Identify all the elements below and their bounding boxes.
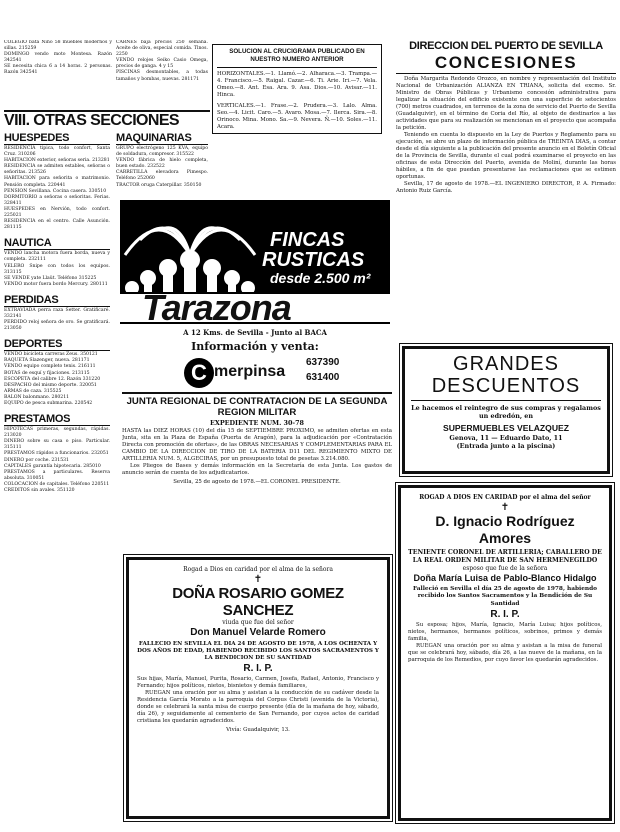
descuentos-ad: [402, 346, 610, 474]
prestamos-heading: PRESTAMOS: [4, 413, 110, 426]
puerto-body-2: Teniendo en cuenta lo dispuesto en la Ley de Puertos y Reglamento para su ejecución, se abre un plazo de información pública de TREINTA DIAS, a contar desde el día siguiente a la publicación del presente anuncio en el Boletín Oficial de la Provincia de Sevilla, durante el cual podrá examinarse el proyecto en las oficinas de esta Dirección del Puerto, avenida de Moliní, durante las horas hábiles, a fin de que puedan presentarse las reclamaciones que se estimen oportunas.: [396, 132, 616, 180]
obituary-husband: Don Manuel Velarde Romero: [190, 627, 326, 638]
phone-1: 637390: [306, 357, 340, 368]
descuentos-store: SUPERMUEBLES VELAZQUEZ: [442, 423, 570, 433]
classified-ad: HUESPEDES en Nervión, todo confort. 225021: [4, 206, 110, 219]
puerto-body: Doña Margarita Redondo Orozco, en nombre y representación del Instituto Nacional de Urbanización ALIANZA EN TRIANA, solicita del excmo. Sr. Ministro de Obras Públicas y Urbanismo concesión administrativa para legalizar la situación del edificio existente con una superficie de setecientos (700) metros cuadrados, en terrenos de la zona de servicio del Puerto de Sevilla (Guadalquivir), en el término de Coria del Río, al objeto de destinarlos a las actividades que para su realización se mencionan en el proyecto que acompaña la petición.: [396, 76, 616, 131]
classified-ad: RAQUETA Slazenger, nueva. 281171: [4, 358, 90, 364]
deportes-heading: DEPORTES: [4, 338, 110, 351]
classified-ad: PRESTAMOS a particulares. Reserva absoluta. 310051: [4, 469, 110, 481]
junta-body-2: Los Pliegos de Bases y demás información en la Secretaría de esta Junta. Los gastos de anuncio serán de cuenta de los adjudicatarios.: [122, 463, 392, 476]
fincas-ad: [120, 200, 390, 390]
phone-2: 631400: [306, 372, 340, 383]
fincas-size: desde 2.500 m²: [270, 270, 371, 286]
junta-expediente: EXPEDIENTE NUM. 30-78: [210, 419, 304, 427]
descuentos-subtitle: Le hacemos el reintegro de sus compras y regalamos un edredón, en: [411, 404, 601, 420]
classified-ad: VELERO Snipe con todos los equipos. 313115: [4, 263, 110, 275]
classified-ad: VENDO equipo completo tenis. 216111: [4, 364, 96, 370]
obituary-family: Su esposa; hijos, María, Ignacio, María Luisa; hijos políticos, nietos, hermanos, hermanos políticos, sobrinos, primos y demás familia,: [408, 622, 602, 643]
classified-ad: HABITACION para señorita o matrimonio. Pensión completa. 220441: [4, 176, 110, 188]
descuentos-note: (Entrada junto a la piscina): [456, 442, 556, 450]
tarazona-band: [120, 287, 390, 328]
classified-ad: VENDO fábrica de hielo completa, buen estado. 232522: [116, 158, 208, 170]
classified-ad: DINERO por coche. 231531: [4, 457, 69, 463]
classified-ad: VENDO bicicleta carreras Zeus. 350121: [4, 352, 98, 358]
classified-ad: CAPITALES garantía hipotecaria. 285010: [4, 463, 101, 469]
obituary-name-2: Amores: [478, 530, 532, 546]
maquinarias-heading: MAQUINARIAS: [116, 132, 208, 145]
merpinsa-logo-letter: C: [191, 360, 207, 385]
classified-ad: BALON balonmano. 280211: [4, 394, 70, 400]
classified-ad: BOTAS de esquí y fijaciones. 213115: [4, 370, 90, 376]
obituary-died: Falleció en Sevilla el día 25 de agosto de 1978, habiendo recibido los Santos Sacramentos y la Bendición de Su Santidad: [412, 586, 598, 607]
huespedes-heading: HUESPEDES: [4, 132, 110, 145]
junta-title: JUNTA REGIONAL DE CONTRATACION DE LA SEGUNDA REGION MILITAR: [126, 396, 388, 418]
maquinarias-column: [116, 130, 208, 200]
classified-ad: VENDO relojes Seiko Casio Omega, precios de ganga. 4 y 15: [116, 58, 208, 70]
obituary-rodriguez-amores: [398, 485, 612, 821]
puerto-subtitle: CONCESIONES: [434, 53, 578, 72]
junta-body: HASTA las DIEZ HORAS (10) del día 15 de SEPTIEMBRE PROXIMO, se admiten ofertas en esta Junta, sita en la Plaza de España (Puerta de Aragón), para la adjudicación por «Contratación Directa con promoción de ofertas», de las OBRAS NECESARIAS Y COMPLEMENTARIAS PARA EL CAMBIO DE LA DIRECCION DE TIRO DE LA BATERIA D11 DEL REGIMIENTO MIXTO DE ARTILLERIA NUM. 5, ALGECIRAS, por un presupuesto total de pesetas 3.214.080.: [122, 428, 392, 462]
huespedes-column: [4, 130, 110, 820]
classified-ad: RESIDENCIA se admiten estables, señoras o señoritas. 213526: [4, 164, 110, 176]
classified-ad: CREDITOS sin avales. 351120: [4, 488, 75, 494]
classified-ad: GRUPO electrógeno 125 KVA, equipo de soldadura, compresor. 315522: [116, 146, 208, 158]
classified-ad: PISCINAS desmontables, a todas tamaños y bombas, nuevas. 281171: [116, 70, 208, 82]
classified-ad: SE necesita chica 6 a 14 horas. 2 personas. Razón 342541: [4, 64, 112, 76]
rusticas-word: RUSTICAS: [262, 249, 365, 271]
obituary-intro: Rogad a Dios en caridad por el alma de la señora: [183, 566, 333, 573]
obituary-esposo: esposo que fue de la señora: [462, 565, 548, 572]
cross-icon: ✝: [500, 502, 510, 513]
classified-ad: COLEGIO bata Nino 58 muebles modernos y sillas. 215259: [4, 40, 112, 52]
crossword-verticales: VERTICALES.—1. Frase.—2. Prudera.—3. Lalo. Alma. Seo.—4. Licit. Caro.—5. Avaro. Mosa.—7. Ilerca. Sira.—8. Orinoco. Mina. Mono. Sa.—9. Nevera. Ñ.—10. Soles.—11. Acara.: [217, 103, 377, 130]
mid-top-ads: [116, 40, 208, 108]
classified-ad: VENDO motor fuera bordo Mercury. 280111: [4, 281, 108, 287]
classified-ad: ESCOPETA del calibre 12. Razón 331220: [4, 376, 101, 382]
left-top-ads: [4, 40, 112, 77]
obituary-rip: R. I. P.: [243, 663, 273, 674]
fincas-info-title: Información y venta:: [191, 340, 319, 353]
merpinsa-name: merpinsa: [214, 363, 286, 380]
classified-ad: DORMITORIO a señoras o señoritas. Ferias. 328411: [4, 194, 110, 206]
obituary-ruegan: RUEGAN una oración por su alma y asistan a la conducción de su cadáver desde la Residencia García Morato a la parroquia del Corpus Christi (avenida de la Victoria), donde se celebrará la santa misa de cuerpo presente (día de la mañana de hoy, sábado, día 26), y seguidamente al cementerio de San Fernando, por cuyos actos de caridad cristiana les quedarán agradecidos.: [137, 690, 379, 724]
merpinsa-logo: [184, 358, 214, 388]
obituary-address: Vivía: Guadalquivir, 13.: [226, 727, 290, 733]
obituary-rank: TENIENTE CORONEL DE ARTILLERIA; CABALLERO DE LA REAL ORDEN MILITAR DE SAN HERMENEGILDO: [408, 549, 602, 564]
classified-ad: DESPACHO del mismo deporte. 320051: [4, 382, 97, 388]
obituary-name: DOÑA ROSARIO GOMEZ SANCHEZ: [172, 585, 344, 619]
classified-ad: EXTRAVIADA perra raza Setter. Gratificaré. 332141: [4, 307, 110, 319]
classified-ad: VENDO lancha motora fuera borda, nueva y completa. 232111: [4, 251, 110, 263]
obituary-ruegan: RUEGAN una oración por su alma y asistan a la misa de funeral que se celebrará hoy, sábado, día 26, a las nueve de la mañana, en la parroquia de los Remedios, por cuyo favor les quedarán agradecidos.: [408, 643, 602, 664]
section-title: VIII. OTRAS SECCIONES: [4, 112, 179, 129]
classified-ad: SE VENDE yate Llaüt. Teléfono 315225: [4, 275, 97, 281]
obituary-family: Sus hijas, María, Manuel, Purita, Rosario, Carmen, Josefa, Rafael, Antonio, Francisco y Fernando; hijos políticos, nietos, bisnietos y demás familiares,: [137, 676, 379, 689]
junta-notice: [122, 392, 392, 554]
perdidas-heading: PERDIDAS: [4, 294, 110, 307]
classified-ad: COLOCACION de capitales. Teléfono 220511: [4, 481, 110, 487]
classified-ad: PENSION Sevillana. Cocina casera. 330510: [4, 188, 107, 194]
puerto-notice: [396, 40, 616, 340]
nautica-heading: NAUTICA: [4, 237, 110, 250]
classified-ad: HABITACION exterior, señoras seria. 213281: [4, 158, 110, 164]
classified-ad: CARRETILLA elevadora Pimespo. Teléfono 252060: [116, 170, 208, 182]
section-header: [4, 110, 210, 130]
classified-ad: RESIDENCIA tipica, todo confort, Santa Cruz. 310206: [4, 146, 110, 158]
classified-ad: ARMAS de caza. 315525: [4, 388, 62, 394]
crossword-title: SOLUCION AL CRUCIGRAMA PUBLICADO EN NUESTRO NUMERO ANTERIOR: [229, 48, 365, 63]
obituary-name-1: D. Ignacio Rodríguez: [435, 513, 575, 529]
classified-ad: DINERO sobre su casa o piso. Particular. 315111: [4, 439, 110, 451]
obituary-viuda: viuda que fue del señor: [222, 619, 294, 626]
junta-signature: Sevilla, 25 de agosto de 1978.—EL CORONEL PRESIDENTE.: [173, 479, 341, 485]
classified-ad: PRESTAMOS rápidos a funcionarios. 232051: [4, 451, 109, 457]
obituary-wife: Doña María Luisa de Pablo-Blanco Hidalgo: [413, 573, 597, 583]
classified-ad: DOMINGO vendo moto Montesa. Razón 342541: [4, 52, 112, 64]
descuentos-title-2: DESCUENTOS: [431, 375, 581, 397]
fincas-location: A 12 Kms. de Sevilla - Junto al BACA: [183, 328, 327, 337]
classified-ad: EQUIPO de pesca submarina. 220542: [4, 401, 93, 406]
classified-ad: HIPOTECAS primeras, segundas, rápidas. 213020: [4, 427, 110, 439]
obituary-died: FALLECIO EN SEVILLA EL DIA 24 DE AGOSTO DE 1978, A LOS OCHENTA Y DOS AÑOS DE EDAD, HABIENDO RECIBIDO LOS SANTOS SACRAMENTOS Y LA BENDICION DE SU SANTIDAD: [137, 641, 379, 661]
fincas-word: FINCAS: [270, 229, 345, 251]
tarazona-brand: Tarazona: [142, 287, 291, 328]
obituary-intro: ROGAD A DIOS EN CARIDAD por el alma del señor: [419, 494, 591, 501]
descuentos-address: Genova, 11 — Eduardo Dato, 11: [449, 434, 563, 442]
cross-icon: ✝: [253, 574, 263, 585]
descuentos-title-1: GRANDES: [453, 353, 559, 375]
obituary-gomez-sanchez: [126, 557, 390, 819]
crossword-horizontales: HORIZONTALES.—1. Llamó.—2. Alharaca.—3. Trampa.—4. Francisco.—5. Raigal. Cazar.—6. Ti. Arie. Iri.—7. Vela. Omeo.—8. Ant. Esa. Ara. 9. Asa. Dios.—10. Avisar.—11. Hinca.: [217, 71, 377, 98]
classified-ad: CARNES baja precios 250 semana. Aceite de oliva, especial comida. Tlnos. 2250: [116, 40, 208, 58]
crossword-solution-box: [212, 44, 382, 134]
puerto-title: DIRECCION DEL PUERTO DE SEVILLA: [409, 40, 603, 52]
classified-ad: RESIDENCIA en el centro. Calle Asunción. 281115: [4, 219, 110, 231]
classified-ad: PERDIDO reloj señora de oro. Se gratificará. 213050: [4, 320, 110, 332]
classified-ad: TRACTOR oruga Caterpillar. 350150: [116, 182, 202, 188]
obituary-rip: R. I. P.: [490, 609, 520, 621]
puerto-signature: Sevilla, 17 de agosto de 1978.—EL INGENIERO DIRECTOR, P. A. Firmado: Antonio Ruiz García.: [396, 181, 616, 194]
